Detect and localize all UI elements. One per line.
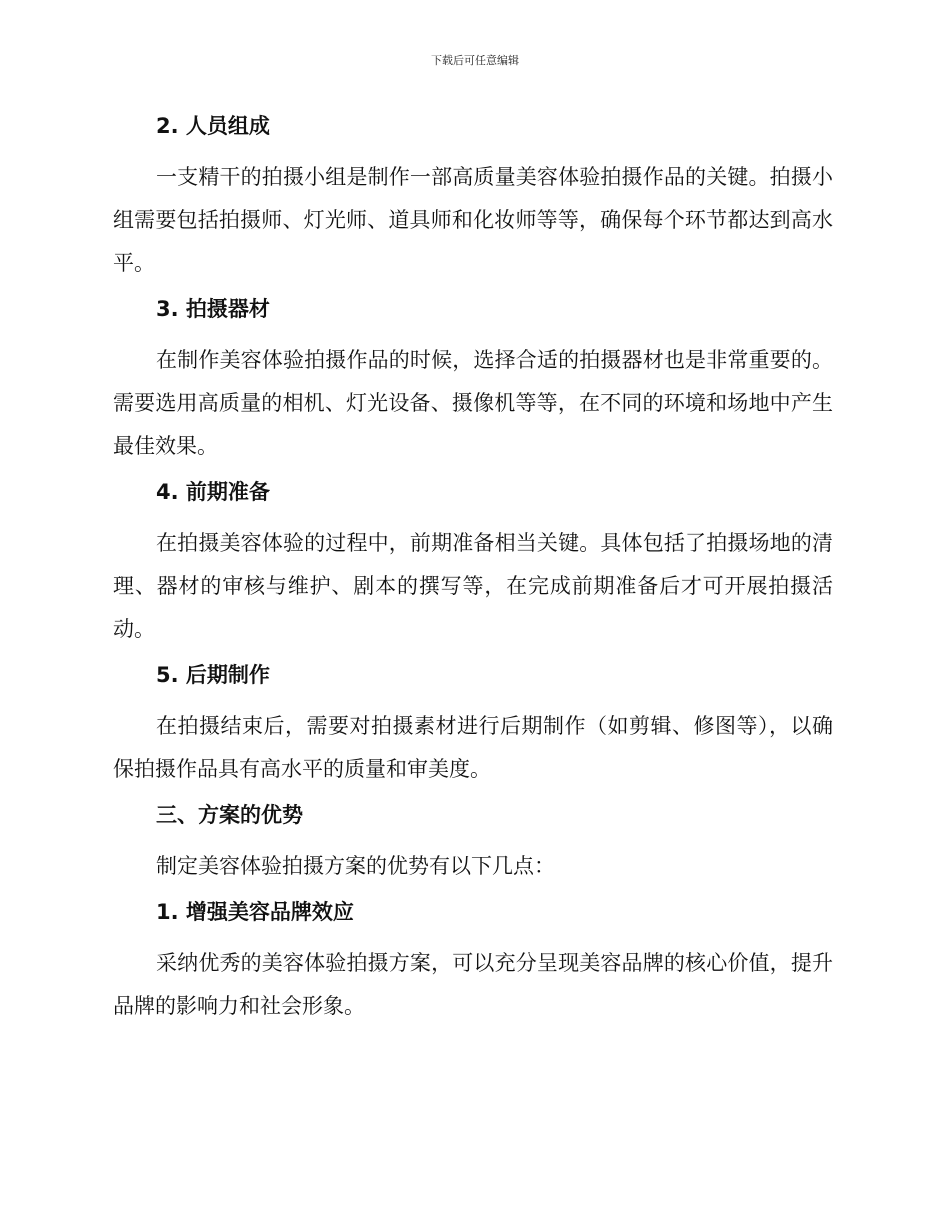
page-header: 下载后可任意编辑 <box>431 54 519 67</box>
paragraph-personnel: 一支精干的拍摄小组是制作一部高质量美容体验拍摄作品的关键。拍摄小组需要包括拍摄师、灯光师、道具师和化妆师等等，确保每个环节都达到高水平。 <box>113 165 833 275</box>
paragraph-advantages-intro: 制定美容体验拍摄方案的优势有以下几点： <box>156 854 555 878</box>
section-heading-preparation: 4. 前期准备 <box>156 480 270 504</box>
document-body <box>113 110 833 1036</box>
paragraph-brand-effect: 采纳优秀的美容体验拍摄方案，可以充分呈现美容品牌的核心价值，提升品牌的影响力和社会形象。 <box>113 951 833 1018</box>
section-heading-personnel: 2. 人员组成 <box>156 114 270 138</box>
paragraph-postproduction: 在拍摄结束后，需要对拍摄素材进行后期制作（如剪辑、修图等），以确保拍摄作品具有高水平的质量和审美度。 <box>113 714 833 781</box>
paragraph-equipment: 在制作美容体验拍摄作品的时候，选择合适的拍摄器材也是非常重要的。需要选用高质量的相机、灯光设备、摄像机等等，在不同的环境和场地中产生最佳效果。 <box>113 348 833 458</box>
paragraph-preparation: 在拍摄美容体验的过程中，前期准备相当关键。具体包括了拍摄场地的清理、器材的审核与维护、剧本的撰写等，在完成前期准备后才可开展拍摄活动。 <box>113 531 833 641</box>
section-heading-postproduction: 5. 后期制作 <box>156 663 270 687</box>
section-heading-equipment: 3. 拍摄器材 <box>156 297 270 321</box>
section-heading-advantages: 三、方案的优势 <box>156 803 303 827</box>
section-heading-brand-effect: 1. 增强美容品牌效应 <box>156 900 354 924</box>
